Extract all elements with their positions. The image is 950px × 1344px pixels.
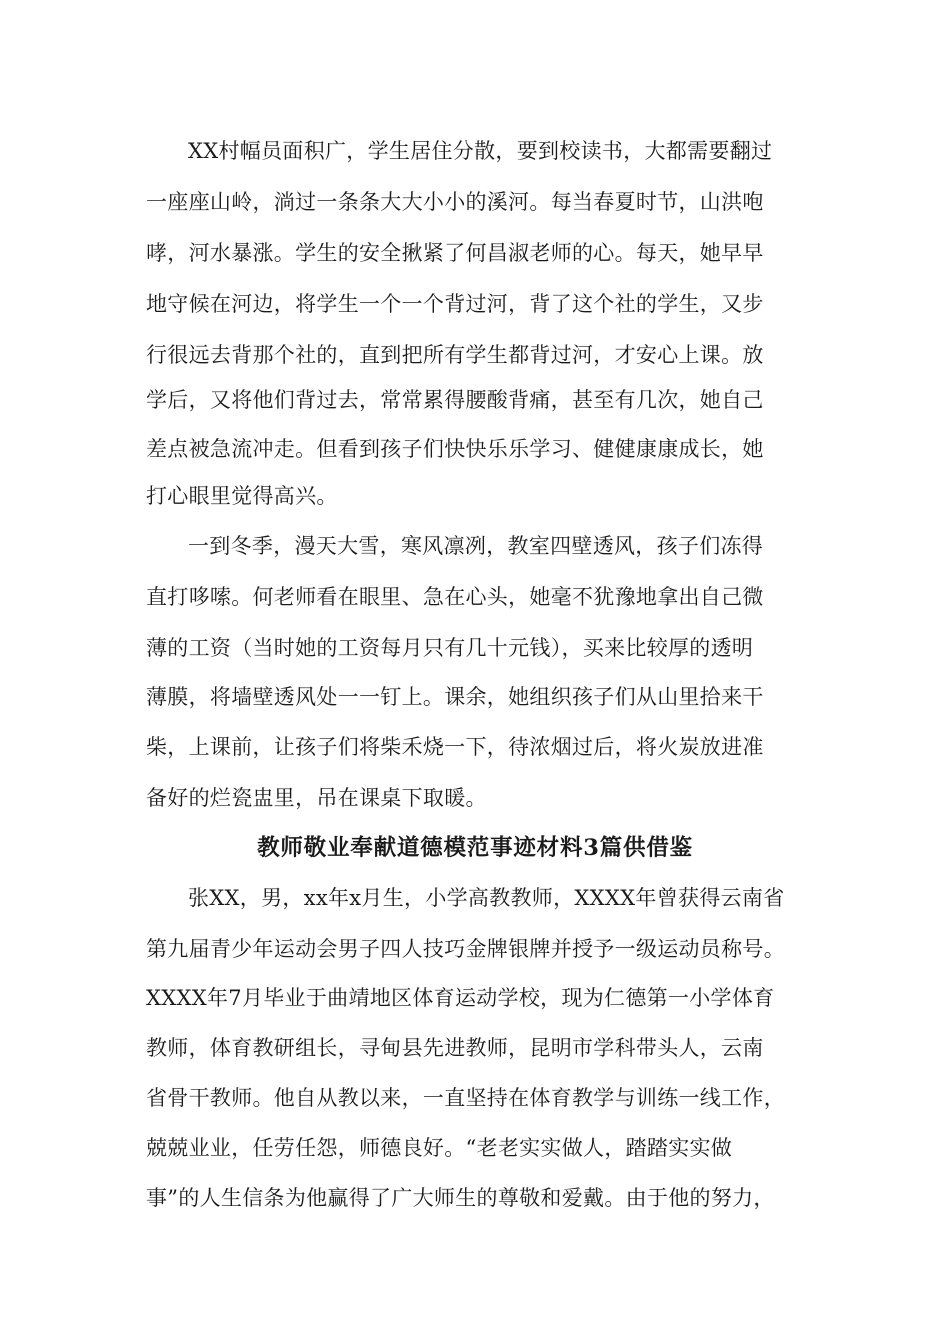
paragraph-3-line: 兢兢业业，任劳任怨，师德良好。“老老实实做人，踏踏实实做 [146, 1136, 733, 1160]
paragraph-2-line: 备好的烂瓷盅里，吊在课桌下取暖。 [146, 786, 487, 810]
paragraph-1-line: 行很远去背那个社的，直到把所有学生都背过河，才安心上课。放 [146, 343, 764, 367]
paragraph-2-line: 薄膜，将墙壁透风处一一钉上。课余，她组织孩子们从山里拾来干 [146, 685, 764, 709]
paragraph-2-line: 一到冬季，漫天大雪，寒风凛冽，教室四壁透风，孩子们冻得 [188, 534, 764, 558]
paragraph-1-line: 一座座山岭，淌过一条条大大小小的溪河。每当春夏时节，山洪咆 [146, 190, 764, 214]
section-heading: 教师敬业奉献道德模范事迹材料3篇供借鉴 [257, 835, 693, 861]
paragraph-2-line: 直打哆嗦。何老师看在眼里、急在心头，她毫不犹豫地拿出自己微 [146, 585, 764, 609]
paragraph-3-line: 教师，体育教研组长，寻甸县先进教师，昆明市学科带头人，云南 [146, 1036, 764, 1060]
paragraph-1-line: 打心眼里觉得高兴。 [146, 484, 338, 508]
paragraph-1-line: 学后，又将他们背过去，常常累得腰酸背痛，甚至有几次，她自己 [146, 388, 764, 412]
paragraph-1-line: XX村幅员面积广，学生居住分散，要到校读书，大都需要翻过 [188, 139, 773, 163]
paragraph-1-line: 哮，河水暴涨。学生的安全揪紧了何昌淑老师的心。每天，她早早 [146, 241, 764, 265]
paragraph-3-line: 张XX，男，xx年x月生，小学高教教师，XXXX年曾获得云南省 [188, 886, 785, 910]
paragraph-1-line: 地守候在河边，将学生一个一个背过河，背了这个社的学生，又步 [146, 292, 764, 316]
paragraph-1-line: 差点被急流冲走。但看到孩子们快快乐乐学习、健健康康成长，她 [146, 437, 764, 461]
paragraph-3-line: 省骨干教师。他自从教以来，一直坚持在体育教学与训练一线工作， [146, 1086, 785, 1110]
paragraph-2-line: 薄的工资（当时她的工资每月只有几十元钱），买来比较厚的透明 [146, 636, 754, 660]
paragraph-2-line: 柴，上课前，让孩子们将柴禾烧一下，待浓烟过后，将火炭放进准 [146, 735, 764, 759]
paragraph-3-line: XXXX年7月毕业于曲靖地区体育运动学校，现为仁德第一小学体育 [146, 986, 775, 1010]
paragraph-3-line: 事”的人生信条为他赢得了广大师生的尊敬和爱戴。由于他的努力， [146, 1186, 775, 1210]
paragraph-3-line: 第九届青少年运动会男子四人技巧金牌银牌并授予一级运动员称号。 [146, 937, 785, 961]
